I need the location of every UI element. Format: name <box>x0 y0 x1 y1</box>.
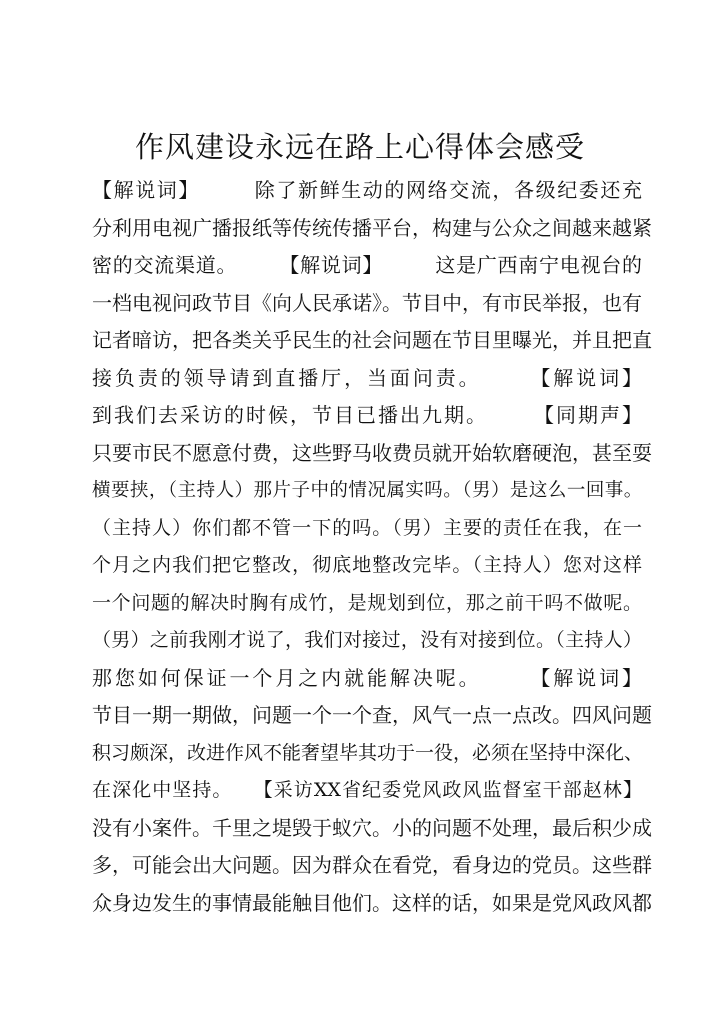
body-line: 一个问题的解决时胸有成竹，是规划到位，那之前干吗不做呢。 <box>92 591 642 614</box>
body-line: 没有小案件。千里之堤毁于蚁穴。小的问题不处理，最后积少成 <box>92 815 652 840</box>
body-line: 接负责的领导请到直播厅，当面问责。 【解说词】 <box>92 365 642 390</box>
body-line: 众身边发生的事情最能触目他们。这样的话，如果是党风政风都 <box>92 890 652 915</box>
body-line: 记者暗访，把各类关乎民生的社会问题在节目里曝光，并且把直 <box>92 328 652 352</box>
document-body <box>92 172 652 922</box>
body-line: 横要挟，（主持人）那片子中的情况属实吗。（男）是这么一回事。 <box>92 480 642 501</box>
body-line: 只要市民不愿意付费，这些野马收费员就开始软磨硬泡，甚至耍 <box>92 440 652 465</box>
body-line: 个月之内我们把它整改，彻底地整改完毕。（主持人）您对这样 <box>92 554 642 576</box>
body-line: 到我们去采访的时候，节目已播出九期。 【同期声】 <box>92 403 642 427</box>
body-line: 分利用电视广播报纸等传统传播平台，构建与公众之间越来越紧 <box>92 215 652 240</box>
body-line: （主持人）你们都不管一下的吗。（男）主要的责任在我，在一 <box>92 516 642 539</box>
document-title: 作风建设永远在路上心得体会感受 <box>134 130 585 164</box>
body-line: 密的交流渠道。 【解说词】 这是广西南宁电视台的 <box>92 253 642 277</box>
body-line: 一档电视问政节目《向人民承诺》。节目中，有市民举报，也有 <box>92 290 642 315</box>
body-line: 多，可能会出大问题。因为群众在看党，看身边的党员。这些群 <box>92 853 652 877</box>
body-line: 积习颇深，改进作风不能奢望毕其功于一役，必须在坚持中深化、 <box>92 741 644 764</box>
body-line: 【解说词】 除了新鲜生动的网络交流，各级纪委还充 <box>92 178 642 202</box>
body-line: 在深化中坚持。 【采访XX省纪委党风政风监督室干部赵林】 <box>92 779 642 801</box>
body-line: 节目一期一期做，问题一个一个查，风气一点一点改。四风问题 <box>92 703 652 727</box>
body-line: （男）之前我刚才说了，我们对接过，没有对接到位。（主持人） <box>92 629 642 651</box>
body-line: 那您如何保证一个月之内就能解决呢。 【解说词】 <box>92 665 642 690</box>
